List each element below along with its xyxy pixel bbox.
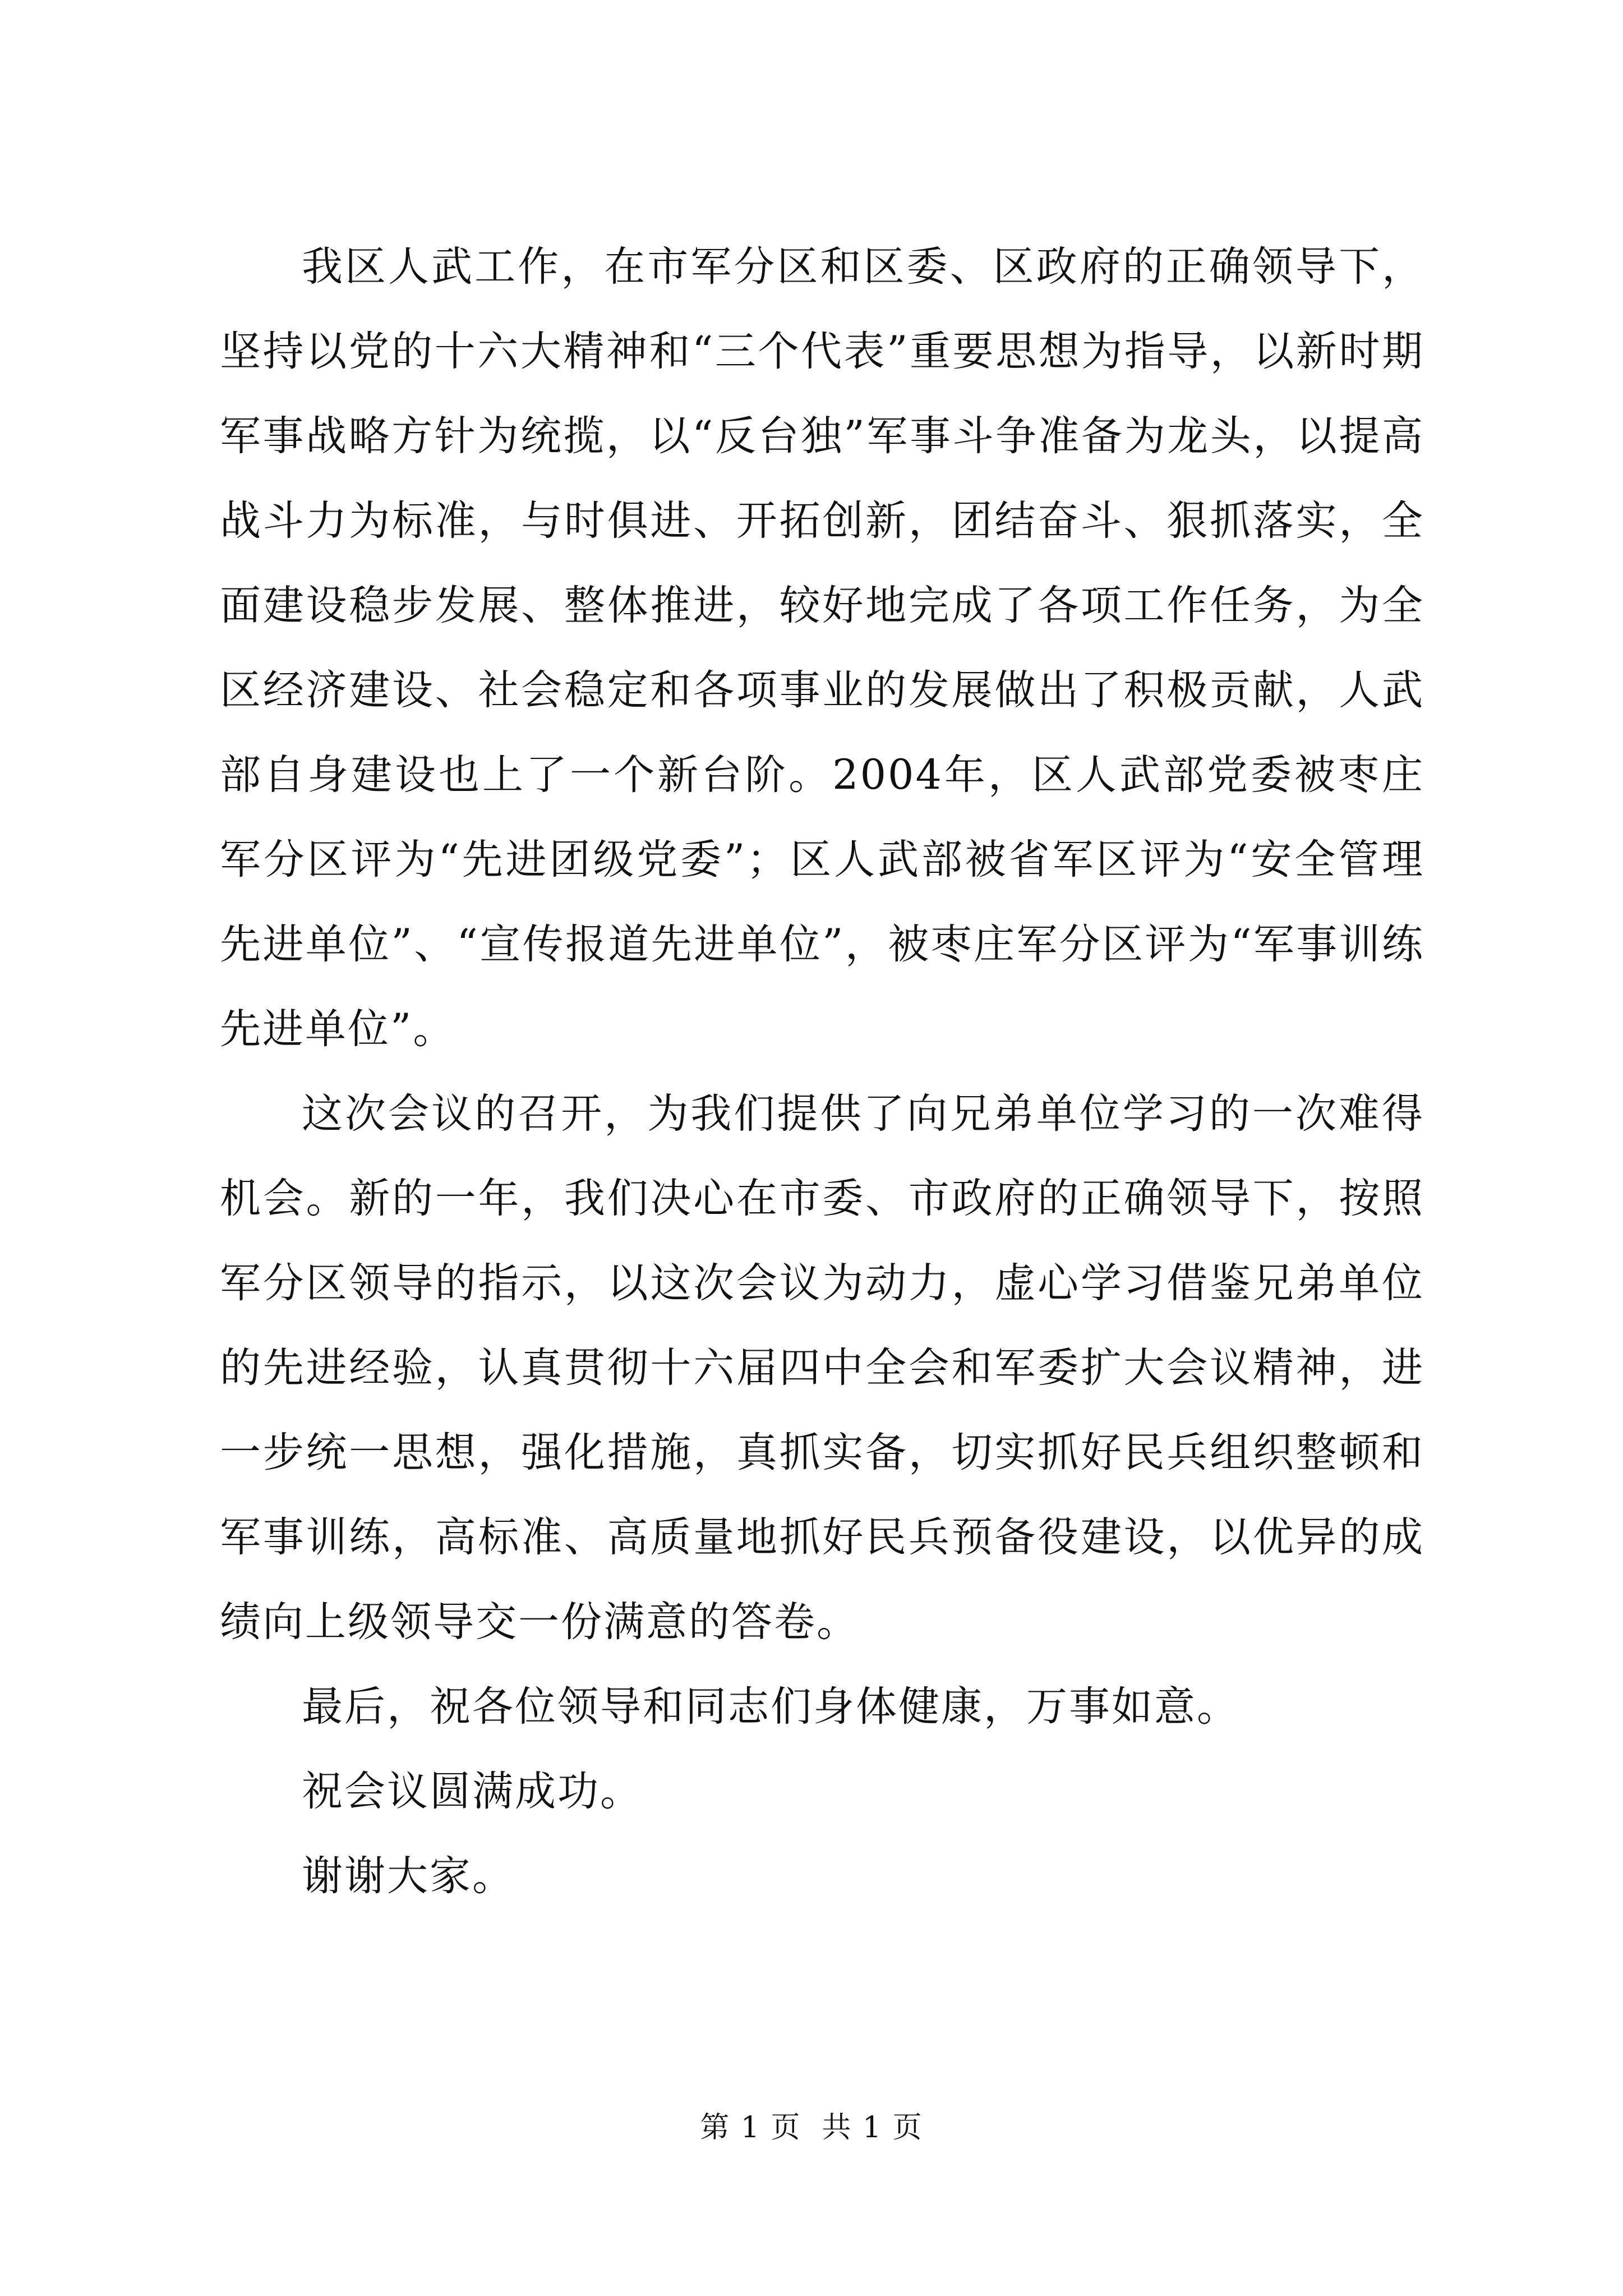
paragraph-work-summary: 我区人武工作，在市军分区和区委、区政府的正确领导下，坚持以党的十六大精神和“三个代表”重要思想为指导，以新时期军事战略方针为统揽，以“反台独”军事斗争准备为龙头，以提高战斗力为标准，与时俱进、开拓创新，团结奋斗、狠抓落实，全面建设稳步发展、整体推进，较好地完成了各项工作任务，为全区经济建设、社会稳定和各项事业的发展做出了积极贡献，人武部自身建设也上了一个新台阶。2004年，区人武部党委被枣庄军分区评为“先进团级党委”；区人武部被省军区评为“安全管理先进单位”、“宣传报道先进单位”，被枣庄军分区评为“军事训练先进单位”。 [220, 243, 1424, 1053]
paragraph-meeting-resolve: 这次会议的召开，为我们提供了向兄弟单位学习的一次难得机会。新的一年，我们决心在市委、市政府的正确领导下，按照军分区领导的指示，以这次会议为动力，虚心学习借鉴兄弟单位的先进经验，认真贯彻十六届四中全会和军委扩大会议精神，进一步统一思想，强化措施，真抓实备，切实抓好民兵组织整顿和军事训练，高标准、高质量地抓好民兵预备役建设，以优异的成绩向上级领导交一份满意的答卷。 [220, 1090, 1424, 1646]
page-number-footer: 第 1 页 共 1 页 [700, 2111, 923, 2145]
paragraph-success: 祝会议圆满成功。 [302, 1768, 643, 1815]
paragraph-thanks: 谢谢大家。 [302, 1852, 515, 1900]
document-body [220, 224, 1424, 1918]
paragraph-wishes: 最后，祝各位领导和同志们身体健康，万事如意。 [302, 1683, 1239, 1731]
